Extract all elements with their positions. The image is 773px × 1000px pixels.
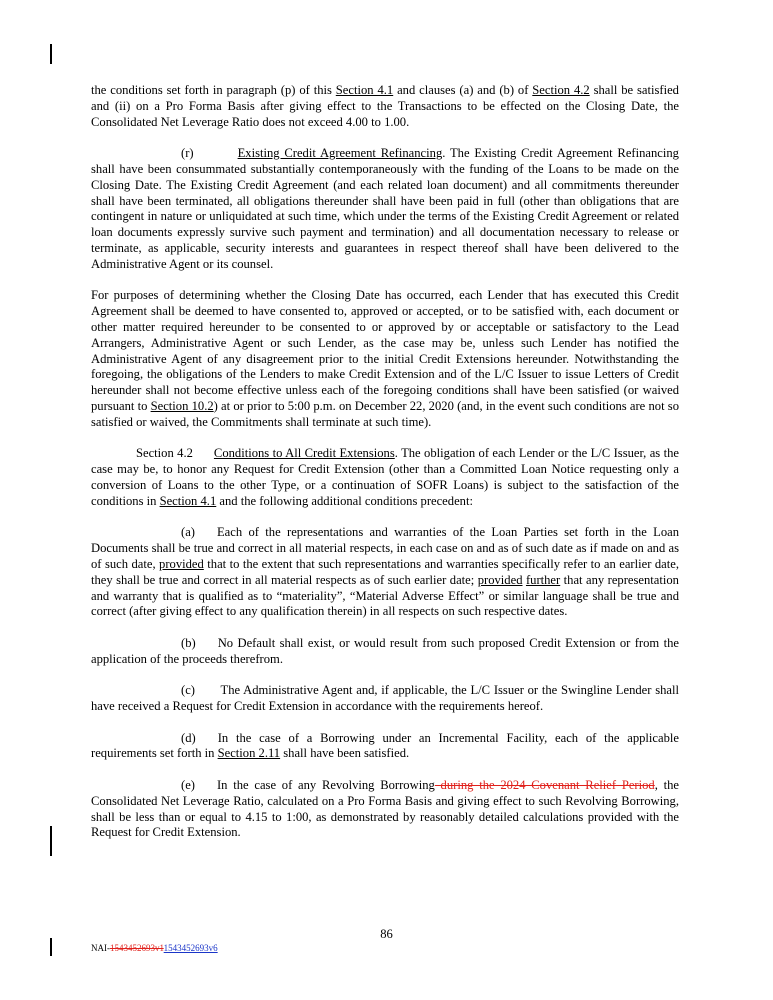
closing-conditions-paragraph bbox=[91, 288, 679, 430]
section-reference: Section 2.11 bbox=[217, 746, 281, 761]
section-reference: Section 4.1 bbox=[159, 493, 217, 508]
paragraph-label: (r) bbox=[181, 146, 194, 161]
text-run: and clauses (a) and (b) of bbox=[393, 83, 533, 97]
inserted-document-id: 1543452693v6 bbox=[163, 943, 218, 953]
document-id-footer bbox=[91, 943, 218, 954]
text-run: For purposes of determining whether the Closing Date has occurred, each Lender that has executed this Credit Agreement shall be deemed to have consented to, approved or accepted, or to be satisfied with, each document or other matter required hereunder to be consented to or approved by or acceptable or satisfactory to the Lead Arrangers, Administrative Agent or such Lender, as the case may be, unless such Lender has notified the Administrative Agent of any disagreement prior to the initial Credit Extensions hereunder. Notwithstanding the foregoing, the obligations of the Lenders to make Credit Extension and of the L/C Issuer to issue Letters of Credit hereunder shall not become effective unless each of the foregoing conditions shall have been satisfied (or waived pursuant to bbox=[91, 288, 679, 413]
text-run: . The obligation of each Lender or the L/C Issuer, as the case may be, to honor any Request for Credit Extension (other than a Committed Loan Notice requesting only a conversion of Loans to the other Type, or a continuation of SOFR Loans) is subject to the satisfaction of the conditions in bbox=[91, 446, 679, 508]
deleted-document-id: 1543452693v1 bbox=[110, 943, 164, 953]
paragraph-label: (a) bbox=[181, 525, 195, 540]
defined-term: provided bbox=[477, 572, 523, 587]
change-bar-top bbox=[50, 44, 52, 64]
paragraph-a bbox=[91, 525, 679, 620]
page-number: 86 bbox=[380, 927, 393, 941]
paragraph-c bbox=[91, 683, 679, 715]
text-run: ) at or prior to 5:00 p.m. on December 22, 2020 (and, in the event such conditions are not so satisfied or waived, the Commitments shall terminate at such time). bbox=[91, 398, 679, 429]
text-run: No Default shall exist, or would result from such proposed Credit Extension or from the application of the proceeds therefrom. bbox=[91, 635, 679, 666]
section-reference: Section 4.2 bbox=[532, 83, 590, 97]
section-4-2-paragraph bbox=[91, 446, 679, 509]
text-run: In the case of a Borrowing under an Incremental Facility, each of the applicable requirements set forth in bbox=[91, 730, 679, 761]
paragraph-label: (c) bbox=[181, 683, 195, 698]
text-run: the conditions set forth in paragraph (p) of this bbox=[91, 83, 336, 97]
section-reference: Section 10.2 bbox=[150, 398, 214, 413]
text-run: shall be satisfied and (ii) on a Pro Forma Basis after giving effect to the Transactions to be effected on the Closing Date, the Consolidated Net Leverage Ratio does not exceed 4.00 to 1.00. bbox=[91, 83, 679, 129]
text-run: that any representation and warranty that is qualified as to “materiality”, “Material Adverse Effect” or similar language shall be true and correct (after giving effect to any qualification therein) in all respects on such respective dates. bbox=[91, 572, 679, 619]
paragraph-label: (e) bbox=[181, 778, 195, 793]
paragraph-d bbox=[91, 731, 679, 763]
text-run: shall have been satisfied. bbox=[280, 746, 410, 761]
paragraph-heading: Existing Credit Agreement Refinancing bbox=[237, 146, 443, 161]
text-run: The Administrative Agent and, if applicable, the L/C Issuer or the Swingline Lender shall have received a Request for Credit Extension in accordance with the requirements hereof. bbox=[91, 683, 679, 714]
text-run: , the Consolidated Net Leverage Ratio, calculated on a Pro Forma Basis and giving effect to such Revolving Borrowing, shall be less than or equal to 4.15 to 1:00, as demonstrated by reasonably detailed calculations provided with the Request for Credit Extension. bbox=[91, 778, 680, 840]
text-run: that to the extent that such representations and warranties specifically refer to an earlier date, they shall be true and correct in all material respects as of such earlier date; bbox=[91, 556, 679, 587]
paragraph-label: (d) bbox=[181, 730, 196, 745]
text-run: and the following additional conditions precedent: bbox=[216, 493, 473, 508]
section-heading: Conditions to All Credit Extensions bbox=[213, 446, 395, 461]
paragraph-r bbox=[91, 146, 679, 272]
section-number: Section 4.2 bbox=[136, 446, 193, 461]
change-bar-para-e bbox=[50, 826, 52, 856]
defined-term: further bbox=[525, 572, 561, 587]
paragraph-label: (b) bbox=[181, 635, 196, 650]
continuation-paragraph bbox=[91, 83, 679, 130]
document-id-prefix: NAI- bbox=[91, 943, 110, 953]
body-text bbox=[91, 83, 679, 857]
paragraph-b bbox=[91, 636, 679, 668]
text-run: In the case of any Revolving Borrowing bbox=[216, 778, 435, 793]
paragraph-e bbox=[91, 778, 679, 841]
section-reference: Section 4.1 bbox=[335, 83, 394, 97]
defined-term: provided bbox=[159, 556, 204, 571]
text-run: Each of the representations and warranties of the Loan Parties set forth in the Loan Documents shall be true and correct in all material respects, in each case on and as of such date as if made on and as of such date, bbox=[91, 525, 679, 571]
deleted-text: during the 2024 Covenant Relief Period bbox=[434, 778, 655, 793]
text-run: . The Existing Credit Agreement Refinancing shall have been consummated substantially contemporaneously with the funding of the Loans to be made on the Closing Date. The Existing Credit Agreement (and each related loan document) and all commitments thereunder shall have been terminated, all obligations thereunder shall have been paid in full (other than obligations that are contingent in nature or unliquidated at such time, which under the terms of the Existing Credit Agreement or related loan documents expressly survive such payment and termination) and all documentation necessary to release or terminate, as applicable, security interests and guarantees in respect thereof shall have been delivered to the Administrative Agent or its counsel. bbox=[91, 146, 679, 271]
